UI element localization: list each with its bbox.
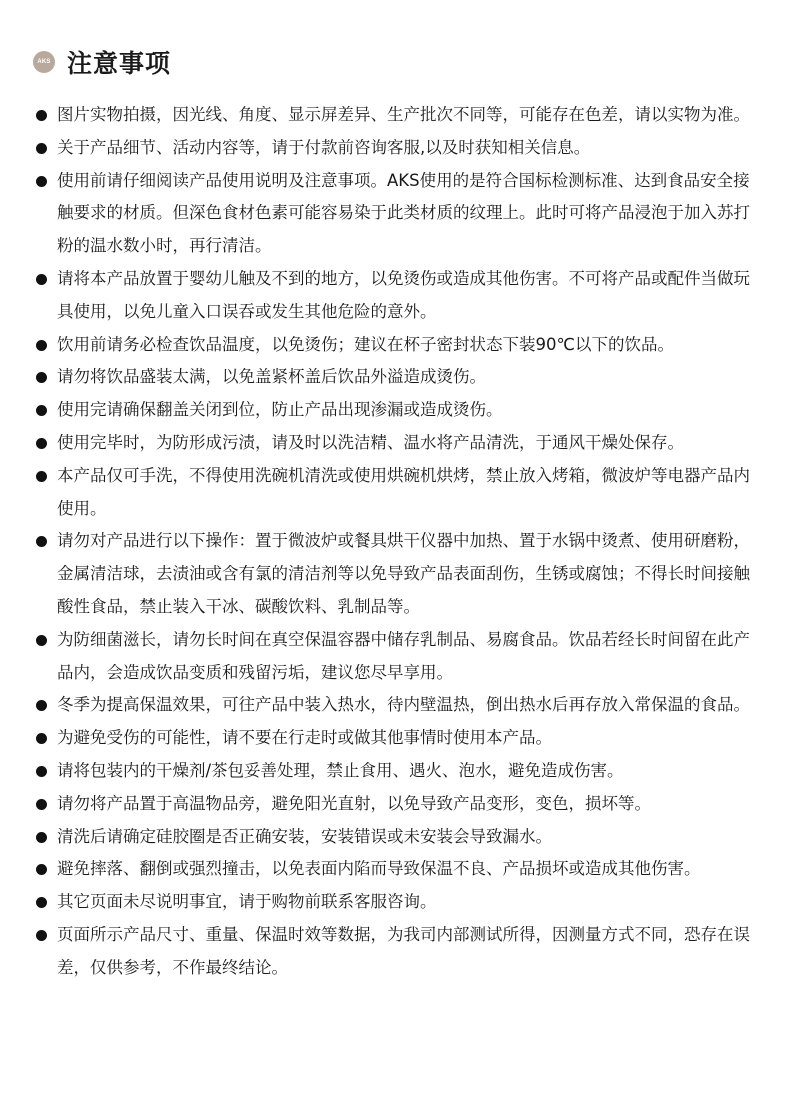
bullet-icon xyxy=(36,536,47,547)
list-item xyxy=(33,919,763,985)
note-text: 关于产品细节、活动内容等，请于付款前咨询客服,以及时获知相关信息。 xyxy=(57,137,591,157)
bullet-icon xyxy=(36,176,47,187)
note-text: 使用前请仔细阅读产品使用说明及注意事项。AKS使用的是符合国标检测标准、达到食品安全接触要求的材质。但深色食材色素可能容易染于此类材质的纹理上。此时可将产品浸泡于加入苏打粉的温水数小时，再行清洁。 xyxy=(57,170,750,256)
list-item xyxy=(33,689,763,722)
note-text: 请勿对产品进行以下操作：置于微波炉或餐具烘干仪器中加热、置于水锅中烫煮、使用研磨粉，金属清洁球，去渍油或含有氯的清洁剂等以免导致产品表面刮伤，生锈或腐蚀；不得长时间接触酸性食品，禁止装入干冰、碳酸饮料、乳制品等。 xyxy=(57,531,750,616)
bullet-icon xyxy=(36,340,47,351)
page-title: 注意事项 xyxy=(67,49,172,78)
bullet-icon xyxy=(36,372,47,383)
bullet-icon xyxy=(36,405,47,416)
bullet-icon xyxy=(36,635,47,646)
bullet-icon xyxy=(36,832,47,843)
note-text: 页面所示产品尺寸、重量、保温时效等数据，为我司内部测试所得，因测量方式不同，恐存在误差，仅供参考，不作最终结论。 xyxy=(57,924,750,977)
note-text: 为避免受伤的可能性，请不要在行走时或做其他事情时使用本产品。 xyxy=(57,728,552,748)
list-item xyxy=(33,361,763,394)
list-item xyxy=(33,263,763,329)
bullet-icon xyxy=(36,930,47,941)
list-item xyxy=(33,821,763,854)
brand-logo-icon: AKS xyxy=(33,51,55,73)
note-text: 请将包装内的干燥剂/茶包妥善处理，禁止食用、遇火、泡水，避免造成伤害。 xyxy=(57,760,624,780)
note-text: 本产品仅可手洗，不得使用洗碗机清洗或使用烘碗机烘烤，禁止放入烤箱，微波炉等电器产品内使用。 xyxy=(57,465,750,518)
note-text: 请勿将饮品盛装太满，以免盖紧杯盖后饮品外溢造成烫伤。 xyxy=(57,367,486,387)
bullet-icon xyxy=(36,700,47,711)
bullet-icon xyxy=(36,733,47,744)
bullet-icon xyxy=(36,471,47,482)
list-item xyxy=(33,853,763,886)
bullet-icon xyxy=(36,110,47,121)
note-text: 请勿将产品置于高温物品旁，避免阳光直射，以免导致产品变形，变色，损坏等。 xyxy=(57,793,651,813)
note-text: 图片实物拍摄，因光线、角度、显示屏差异、生产批次不同等，可能存在色差，请以实物为准。 xyxy=(57,105,750,124)
list-item xyxy=(33,394,763,427)
list-item xyxy=(33,329,763,362)
note-text: 冬季为提高保温效果，可往产品中装入热水，待内壁温热，倒出热水后再存放入常保温的食品。 xyxy=(57,695,750,715)
note-text: 避免摔落、翻倒或强烈撞击，以免表面内陷而导致保温不良、产品损坏或造成其他伤害。 xyxy=(57,859,701,879)
list-item xyxy=(33,132,763,165)
list-item xyxy=(33,427,763,460)
note-text: 使用完请确保翻盖关闭到位，防止产品出现渗漏或造成烫伤。 xyxy=(57,400,503,420)
note-text: 使用完毕时，为防形成污渍，请及时以洗洁精、温水将产品清洗，于通风干燥处保存。 xyxy=(57,432,684,452)
bullet-icon xyxy=(36,274,47,285)
section-header xyxy=(33,44,171,80)
bullet-icon xyxy=(36,438,47,449)
note-text: 饮用前请务必检查饮品温度，以免烫伤；建议在杯子密封状态下装90℃以下的饮品。 xyxy=(57,334,675,354)
notes-list xyxy=(33,99,763,985)
note-text: 清洗后请确定硅胶圈是否正确安装，安装错误或未安装会导致漏水。 xyxy=(57,826,552,846)
list-item xyxy=(33,525,763,623)
list-item xyxy=(33,886,763,919)
list-item xyxy=(33,460,763,526)
list-item xyxy=(33,99,763,132)
note-text: 其它页面未尽说明事宜，请于购物前联系客服咨询。 xyxy=(57,892,437,912)
note-text: 请将本产品放置于婴幼儿触及不到的地方，以免烫伤或造成其他伤害。不可将产品或配件当做玩具使用，以免儿童入口误吞或发生其他危险的意外。 xyxy=(57,268,750,321)
list-item xyxy=(33,788,763,821)
list-item xyxy=(33,722,763,755)
bullet-icon xyxy=(36,766,47,777)
note-text: 为防细菌滋长，请勿长时间在真空保温容器中储存乳制品、易腐食品。饮品若经长时间留在此产品内，会造成饮品变质和残留污垢，建议您尽早享用。 xyxy=(57,629,750,682)
bullet-icon xyxy=(36,143,47,154)
bullet-icon xyxy=(36,864,47,875)
bullet-icon xyxy=(36,799,47,810)
bullet-icon xyxy=(36,897,47,908)
list-item xyxy=(33,624,763,690)
list-item xyxy=(33,755,763,788)
list-item xyxy=(33,165,763,263)
